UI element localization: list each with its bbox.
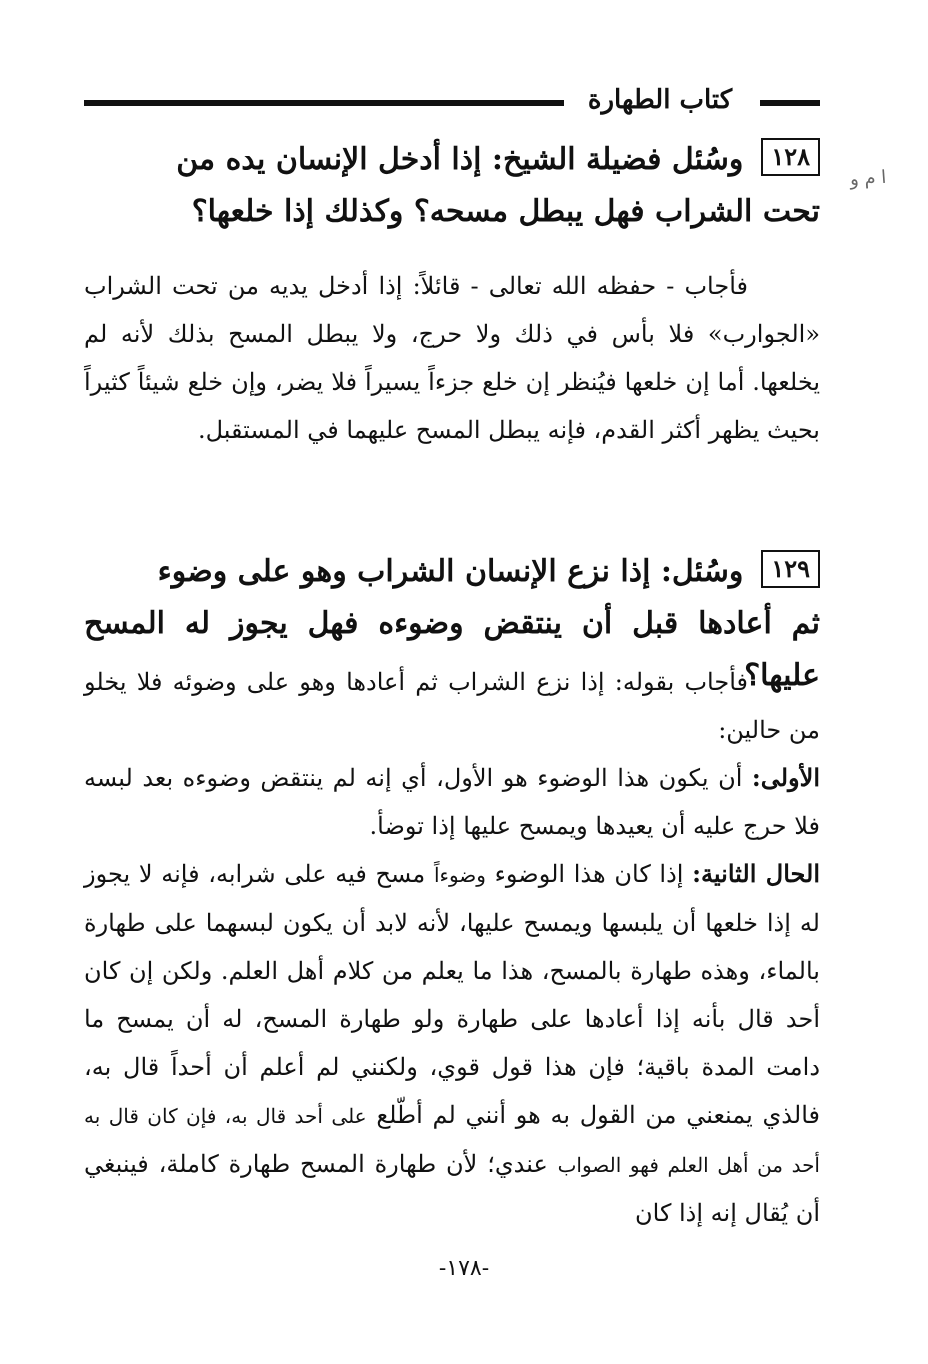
case-one-label: الأولى:	[751, 763, 820, 792]
case-two-text-a: إذا كان هذا الوضوء	[494, 860, 684, 888]
question-128	[84, 134, 820, 238]
case-two-text-d: عندي؛ لأن طهارة المسح طهارة كاملة، فينبغي أن يُقال إنه إذا كان	[84, 1150, 820, 1227]
question-129-line-1	[84, 546, 820, 598]
header-rule-short	[760, 100, 820, 106]
case-two-label: الحال الثانية:	[692, 859, 820, 888]
answer-128-paragraph: فأجاب - حفظه الله تعالى - قائلاً: إذا أدخل يديه من تحت الشراب «الجوارب» فلا بأس في ذلك ولا حرج، ولا يبطل المسح بذلك لأنه لم يخلعها. أما إن خلعها فيُنظر إن خلع جزءاً يسيراً فلا يضر، وإن خلع شيئاً كثيراً بحيث يظهر أكثر القدم، فإنه يبطل المسح عليهما في المستقبل.	[84, 272, 820, 444]
question-128-line-1	[84, 134, 820, 186]
case-one-text: أن يكون هذا الوضوء هو الأول، أي إنه لم ينتقض وضوءه بعد لبسه فلا حرج عليه أن يعيدها ويمسح عليها إذا توضأ.	[84, 764, 820, 840]
page-number: -١٧٨-	[438, 1256, 490, 1281]
case-two-text-small: وضوءاً	[433, 863, 486, 887]
question-number-box: ١٢٨	[761, 138, 820, 176]
answer-129	[84, 658, 820, 1237]
header-rule	[84, 100, 564, 106]
case-two-text-b: مسح فيه على شرابه، فإنه لا يجوز له إذا خلعها أن يلبسها ويمسح عليها، لأنه لابد أن يكون لبسهما على طهارة بالماء، وهذه طهارة بالمسح، هذا ما يعلم من كلام أهل العلم. ولكن إن كان أحد قال بأنه إذا أعادها على طهارة ولو طهارة المسح، له أن يمسح ما دامت المدة باقية؛ فإن هذا قول قوي، ولكنني لم أعلم أن أحداً قال به، فالذي يمنعني من القول به هو أنني لم أطّلع	[84, 860, 820, 1129]
question-129-text-1: وسُئل: إذا نزع الإنسان الشراب وهو على وضوء	[157, 554, 744, 589]
question-129-text-2: ثم أعادها قبل أن ينتقض وضوءه فهل يجوز له المسح عليها؟	[84, 606, 820, 693]
book-title: كتاب الطهارة	[587, 85, 733, 115]
running-header	[84, 80, 820, 120]
margin-note: ا م و	[849, 166, 887, 191]
case-two-text-c: على أحد قال به، فإن كان قال به أحد من أهل العلم فهو الصواب	[84, 1104, 820, 1177]
answer-129-intro: فأجاب بقوله: إذا نزع الشراب ثم أعادها وهو على وضوئه فلا يخلو من حالين:	[84, 668, 820, 744]
question-number-box: ١٢٩	[761, 550, 820, 588]
case-two	[84, 850, 820, 1237]
question-128-text-2: تحت الشراب فهل يبطل مسحه؟ وكذلك إذا خلعها؟	[191, 194, 820, 229]
answer-128	[84, 262, 820, 454]
question-128-text-1: وسُئل فضيلة الشيخ: إذا أدخل الإنسان يده من	[176, 142, 744, 177]
case-one	[84, 754, 820, 850]
